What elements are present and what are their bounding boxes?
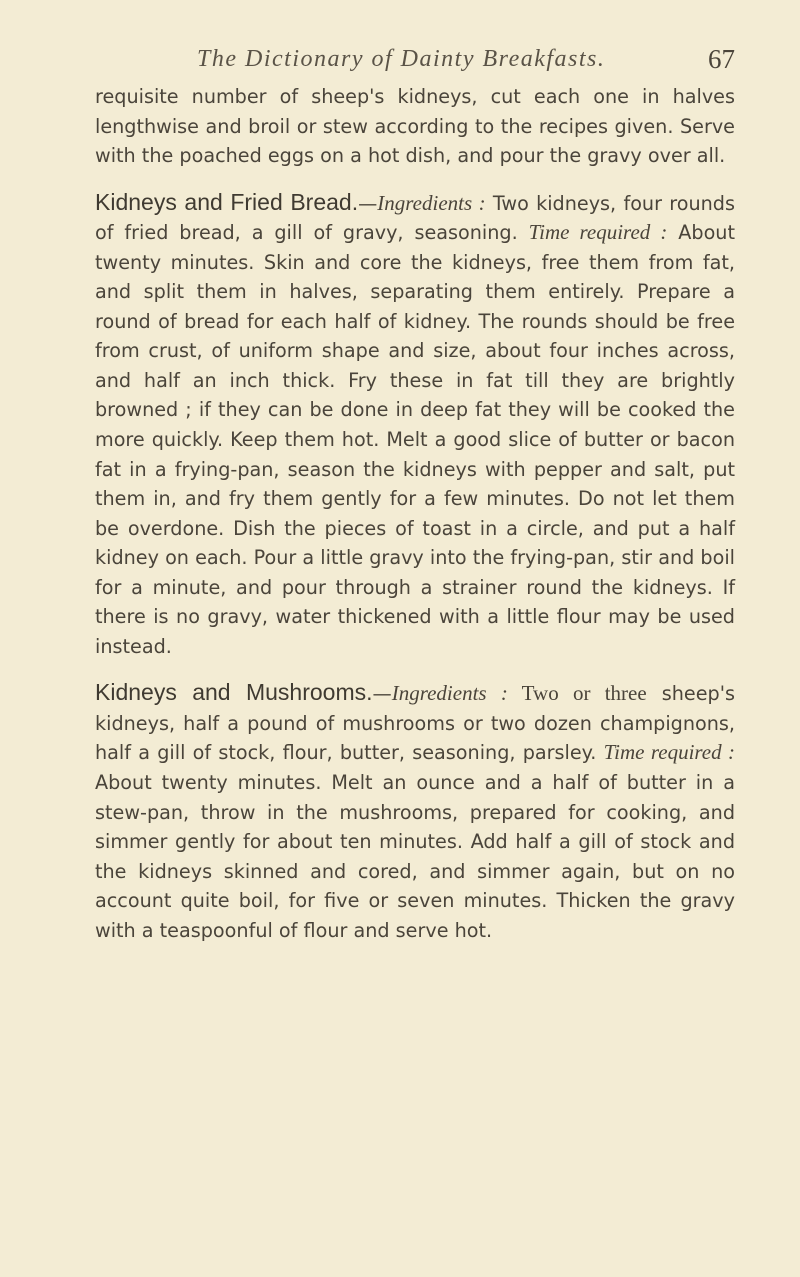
recipe-kidneys-fried-bread — [95, 188, 735, 662]
title-dash: — — [372, 682, 392, 706]
continuation-paragraph: requisite number of sheep's kidneys, cut each one in halves lengthwise and broil or stew according to the recipes given. Serve with the poached eggs on a hot dish, and pour the gravy over all. — [95, 85, 735, 168]
recipe-title: Kidneys and Mushrooms. — [95, 679, 373, 706]
ingredients-text: Two kidneys, four rounds of fried bread, a gill of gravy, seasoning. — [95, 191, 735, 245]
method-text: About twenty minutes. Melt an ounce and a half of butter in a stew-pan, throw in the mushrooms, prepared for cooking, and simmer gently for about ten minutes. Add half a gill of stock and the kidneys skinned and cored, and simmer again, but on no account quite boil, for five or seven minutes. Thicken the gravy with a teaspoonful of flour and serve hot. — [95, 771, 735, 942]
ingredients-lead-text: Two or three — [507, 681, 647, 706]
running-title: The Dictionary of Dainty Breakfasts. — [197, 46, 606, 72]
recipe-title: Kidneys and Fried Bread. — [95, 188, 359, 215]
page-body — [95, 82, 735, 945]
recipe-kidneys-mushrooms — [95, 678, 735, 945]
time-required-label: Time required : — [528, 220, 668, 245]
method-text: About twenty minutes. Skin and core the kidneys, free them from fat, and split them in halves, separating them entirely. Prepare a round of bread for each half of kidney. The rounds should be free from crust, of uniform shape and size, about four inches across, and half an inch thick. Fry these in fat till they are brightly browned ; if they can be done in deep fat they will be cooked the more quickly. Keep them hot. Melt a good slice of butter or bacon fat in a frying-pan, season the kidneys with pepper and salt, put them in, and fry them gently for a few minutes. Do not let them be overdone. Dish the pieces of toast in a circle, and put a half kidney on each. Pour a little gravy into the frying-pan, stir and boil for a minute, and pour through a strainer round the kidneys. If there is no gravy, water thickened with a little flour may be used instead. — [95, 221, 735, 658]
page-number: 67 — [708, 44, 735, 74]
time-required-label: Time required : — [603, 740, 735, 765]
ingredients-label: Ingredients : — [377, 190, 486, 215]
ingredients-text: sheep's kidneys, half a pound of mushrooms or two dozen champignons, half a gill of stock, flour, butter, seasoning, parsley. — [95, 682, 735, 765]
title-dash: — — [358, 191, 378, 215]
ingredients-label: Ingredients : — [391, 681, 508, 706]
running-head — [95, 44, 735, 84]
